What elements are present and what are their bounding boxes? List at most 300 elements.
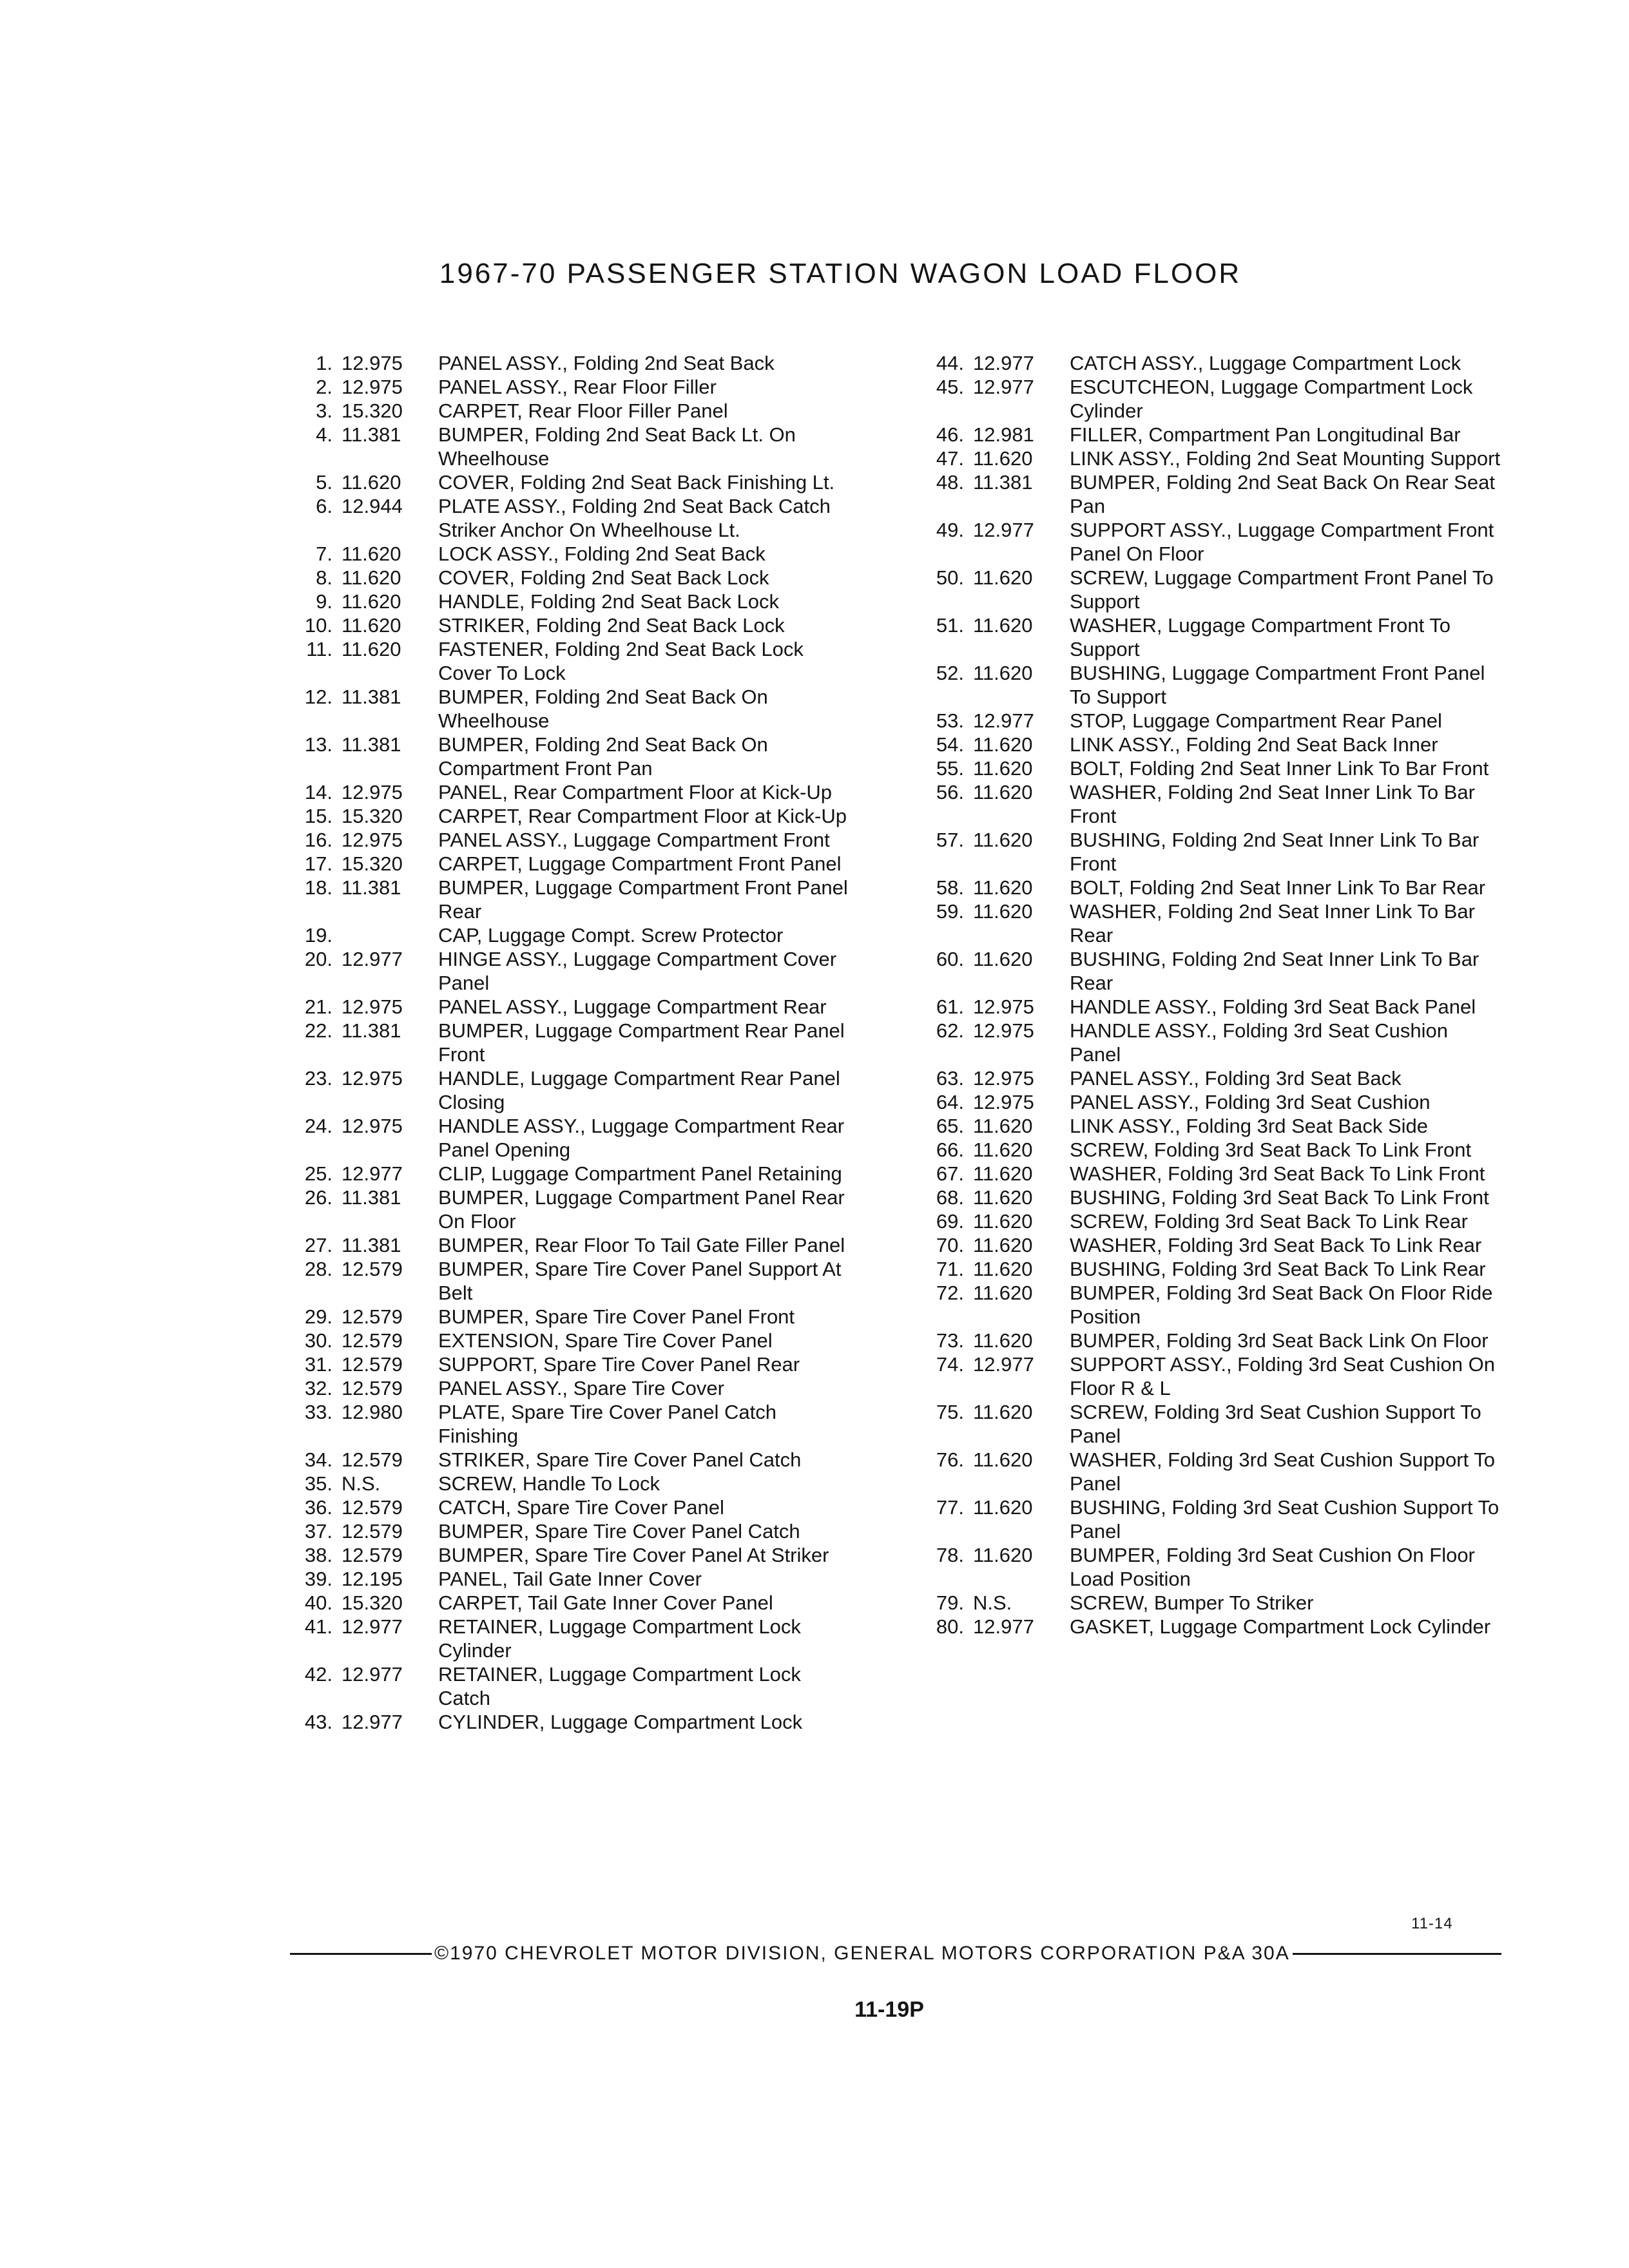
part-description: BOLT, Folding 2nd Seat Inner Link To Bar Rear [1070, 876, 1486, 899]
catalog-group: 12.579 [342, 1496, 403, 1519]
part-description: SUPPORT ASSY., Luggage Compartment Front Panel On Floor [1070, 519, 1494, 565]
item-number: 25. [304, 1162, 333, 1185]
item-number: 3. [316, 399, 333, 422]
catalog-group: 12.977 [973, 1615, 1034, 1638]
part-entry [290, 852, 851, 876]
part-entry [290, 1376, 851, 1400]
part-description: BUMPER, Spare Tire Cover Panel Catch [438, 1520, 800, 1542]
item-number: 46. [936, 423, 964, 446]
part-description: CLIP, Luggage Compartment Panel Retaining [438, 1162, 842, 1185]
part-description: HANDLE ASSY., Folding 3rd Seat Cushion Panel [1070, 1019, 1449, 1066]
part-description: WASHER, Folding 2nd Seat Inner Link To Bar Front [1070, 781, 1475, 827]
part-entry [921, 1615, 1501, 1639]
item-number: 67. [936, 1162, 964, 1185]
part-description: WASHER, Luggage Compartment Front To Support [1070, 614, 1451, 660]
part-description: CATCH, Spare Tire Cover Panel [438, 1496, 724, 1519]
footer-rule-left [290, 1953, 432, 1955]
part-description: ESCUTCHEON, Luggage Compartment Lock Cylinder [1070, 376, 1473, 422]
part-description: STRIKER, Folding 2nd Seat Back Lock [438, 614, 785, 637]
part-entry [290, 351, 851, 375]
part-entry [290, 1233, 851, 1257]
part-entry [921, 518, 1501, 566]
part-entry [290, 1019, 851, 1066]
catalog-group: 11.381 [342, 1186, 401, 1209]
part-entry [921, 1162, 1501, 1186]
page-number: 11-19P [854, 1997, 924, 2022]
item-number: 62. [936, 1019, 964, 1042]
item-number: 54. [936, 733, 964, 756]
item-number: 43. [304, 1711, 333, 1733]
item-number: 74. [936, 1353, 964, 1376]
item-number: 30. [304, 1329, 333, 1352]
part-description: LOCK ASSY., Folding 2nd Seat Back [438, 543, 766, 565]
part-entry [290, 1543, 851, 1567]
catalog-group: 11.381 [342, 876, 401, 899]
catalog-group: 11.620 [973, 1282, 1033, 1304]
catalog-group: 12.977 [973, 376, 1034, 398]
item-number: 21. [304, 995, 333, 1018]
catalog-group: 15.320 [342, 1591, 403, 1614]
item-number: 37. [304, 1520, 333, 1542]
part-entry [290, 828, 851, 852]
item-number: 55. [936, 757, 964, 780]
catalog-group: 12.195 [342, 1568, 403, 1590]
catalog-group: 12.944 [342, 495, 403, 517]
part-entry [290, 1615, 851, 1662]
part-description: BUSHING, Folding 3rd Seat Back To Link Rear [1070, 1258, 1486, 1280]
part-description: BUMPER, Folding 2nd Seat Back On Rear Seat Pan [1070, 471, 1495, 517]
part-entry [290, 613, 851, 637]
catalog-group: 12.977 [342, 1162, 403, 1185]
part-description: CYLINDER, Luggage Compartment Lock [438, 1711, 803, 1733]
item-number: 41. [304, 1615, 333, 1638]
catalog-group: 12.579 [342, 1305, 403, 1328]
footer-copyright: ©1970 CHEVROLET MOTOR DIVISION, GENERAL MOTORS CORPORATION P&A 30A [434, 1943, 1290, 1964]
catalog-group: 15.320 [342, 399, 403, 422]
part-entry [290, 375, 851, 399]
parts-list-left [290, 351, 851, 1734]
part-description: STRIKER, Spare Tire Cover Panel Catch [438, 1448, 802, 1471]
part-description: CARPET, Rear Floor Filler Panel [438, 399, 728, 422]
catalog-group: 11.620 [973, 876, 1033, 899]
part-description: BUMPER, Luggage Compartment Panel Rear On Floor [438, 1186, 845, 1233]
catalog-group: 12.975 [973, 1091, 1034, 1113]
part-description: PANEL, Tail Gate Inner Cover [438, 1568, 702, 1590]
item-number: 33. [304, 1401, 333, 1423]
part-description: PANEL ASSY., Luggage Compartment Front [438, 829, 830, 851]
catalog-group: 11.620 [973, 733, 1033, 756]
part-description: PANEL ASSY., Rear Floor Filler [438, 376, 717, 398]
part-description: BUSHING, Luggage Compartment Front Panel To Support [1070, 662, 1485, 708]
part-description: BUMPER, Spare Tire Cover Panel Support At Belt [438, 1258, 842, 1304]
catalog-group: 12.977 [973, 352, 1034, 374]
part-entry [921, 1019, 1501, 1066]
part-description: BUMPER, Rear Floor To Tail Gate Filler Panel [438, 1234, 845, 1256]
catalog-group: 12.975 [342, 1115, 403, 1137]
catalog-group: 11.620 [973, 1234, 1033, 1256]
catalog-group: 12.977 [973, 519, 1034, 541]
part-description: BUSHING, Folding 2nd Seat Inner Link To Bar Front [1070, 829, 1480, 875]
item-number: 29. [304, 1305, 333, 1328]
item-number: 22. [304, 1019, 333, 1042]
item-number: 20. [304, 948, 333, 970]
part-entry [290, 876, 851, 923]
item-number: 7. [316, 543, 333, 565]
part-description: SCREW, Luggage Compartment Front Panel To Support [1070, 566, 1494, 613]
item-number: 56. [936, 781, 964, 803]
item-number: 14. [304, 781, 333, 803]
catalog-group: 11.620 [973, 1544, 1033, 1566]
item-number: 68. [936, 1186, 964, 1209]
part-description: CARPET, Tail Gate Inner Cover Panel [438, 1591, 773, 1614]
item-number: 34. [304, 1448, 333, 1471]
catalog-group: 11.620 [973, 447, 1033, 470]
item-number: 63. [936, 1067, 964, 1090]
catalog-group: 12.981 [973, 423, 1034, 446]
item-number: 72. [936, 1282, 964, 1304]
part-entry [290, 1066, 851, 1114]
item-number: 16. [304, 829, 333, 851]
part-description: RETAINER, Luggage Compartment Lock Cylinder [438, 1615, 801, 1662]
catalog-group: 11.620 [342, 614, 401, 637]
catalog-group: 12.977 [342, 948, 403, 970]
catalog-group: 11.620 [973, 1115, 1033, 1137]
item-number: 32. [304, 1377, 333, 1399]
catalog-group: 11.620 [973, 1186, 1033, 1209]
item-number: 23. [304, 1067, 333, 1090]
part-entry [921, 1257, 1501, 1281]
item-number: 39. [304, 1568, 333, 1590]
part-description: BUSHING, Folding 3rd Seat Back To Link Front [1070, 1186, 1489, 1209]
item-number: 11. [306, 638, 333, 660]
catalog-group: 11.620 [973, 829, 1033, 851]
part-description: BUMPER, Folding 3rd Seat Cushion On Floor Load Position [1070, 1544, 1475, 1590]
item-number: 52. [936, 662, 964, 684]
catalog-group: 11.620 [973, 781, 1033, 803]
part-entry [921, 470, 1501, 518]
part-description: BOLT, Folding 2nd Seat Inner Link To Bar Front [1070, 757, 1489, 780]
part-description: HANDLE ASSY., Folding 3rd Seat Back Panel [1070, 995, 1476, 1018]
part-entry [921, 375, 1501, 423]
parts-list-right [921, 351, 1501, 1639]
part-entry [921, 1281, 1501, 1329]
item-number: 44. [936, 352, 964, 374]
part-entry [921, 1209, 1501, 1233]
part-description: BUMPER, Luggage Compartment Rear Panel Front [438, 1019, 845, 1066]
catalog-group: 12.579 [342, 1544, 403, 1566]
part-description: BUMPER, Folding 2nd Seat Back On Compartment Front Pan [438, 733, 768, 780]
part-entry [290, 1162, 851, 1186]
part-entry [290, 1186, 851, 1233]
catalog-group: 11.381 [342, 423, 401, 446]
part-description: BUMPER, Folding 3rd Seat Back Link On Floor [1070, 1329, 1489, 1352]
part-entry [290, 423, 851, 470]
catalog-group: 11.620 [973, 1448, 1033, 1471]
item-number: 4. [316, 423, 333, 446]
part-description: PLATE, Spare Tire Cover Panel Catch Finishing [438, 1401, 776, 1447]
part-description: PANEL ASSY., Folding 3rd Seat Back [1070, 1067, 1402, 1090]
part-entry [921, 423, 1501, 447]
catalog-group: 12.975 [973, 1019, 1034, 1042]
item-number: 35. [304, 1472, 333, 1495]
part-entry [921, 709, 1501, 733]
item-number: 59. [936, 900, 964, 923]
catalog-group: 11.620 [973, 1162, 1033, 1185]
part-entry [921, 566, 1501, 613]
item-number: 49. [936, 519, 964, 541]
part-description: HINGE ASSY., Luggage Compartment Cover Panel [438, 948, 837, 994]
part-entry [290, 733, 851, 780]
part-entry [921, 1448, 1501, 1495]
item-number: 1. [316, 352, 333, 374]
item-number: 48. [936, 471, 964, 494]
part-entry [290, 542, 851, 566]
catalog-group: 12.579 [342, 1377, 403, 1399]
part-description: SUPPORT ASSY., Folding 3rd Seat Cushion On Floor R & L [1070, 1353, 1495, 1399]
part-entry [921, 1591, 1501, 1615]
item-number: 78. [936, 1544, 964, 1566]
item-number: 80. [936, 1615, 964, 1638]
item-number: 19. [304, 924, 333, 947]
part-description: PLATE ASSY., Folding 2nd Seat Back Catch Striker Anchor On Wheelhouse Lt. [438, 495, 831, 541]
item-number: 31. [304, 1353, 333, 1376]
catalog-group: 11.381 [342, 1019, 401, 1042]
catalog-group: 11.620 [342, 471, 401, 494]
part-entry [290, 637, 851, 685]
item-number: 75. [936, 1401, 964, 1423]
part-description: HANDLE, Luggage Compartment Rear Panel Closing [438, 1067, 840, 1113]
item-number: 36. [304, 1496, 333, 1519]
part-entry [290, 1495, 851, 1519]
item-number: 77. [936, 1496, 964, 1519]
part-entry [921, 1400, 1501, 1448]
part-entry [290, 1662, 851, 1710]
item-number: 12. [304, 686, 333, 708]
part-description: WASHER, Folding 3rd Seat Cushion Support To Panel [1070, 1448, 1495, 1495]
catalog-group: 11.620 [342, 566, 401, 589]
part-entry [290, 494, 851, 542]
part-entry [921, 1543, 1501, 1591]
part-entry [921, 876, 1501, 899]
item-number: 50. [936, 566, 964, 589]
part-entry [921, 1066, 1501, 1090]
catalog-group: 12.975 [342, 995, 403, 1018]
part-entry [290, 1400, 851, 1448]
item-number: 58. [936, 876, 964, 899]
footer-rule-right [1293, 1953, 1501, 1955]
catalog-group: 12.977 [973, 1353, 1034, 1376]
item-number: 65. [936, 1115, 964, 1137]
part-entry [921, 447, 1501, 470]
catalog-group: 11.381 [973, 471, 1033, 494]
catalog-group: 11.620 [973, 1139, 1033, 1161]
catalog-group: 12.975 [973, 1067, 1034, 1090]
catalog-group: 11.381 [342, 1234, 401, 1256]
part-entry [290, 399, 851, 423]
catalog-group: 12.975 [342, 1067, 403, 1090]
part-entry [921, 828, 1501, 876]
part-entry [921, 899, 1501, 947]
part-description: FILLER, Compartment Pan Longitudinal Bar [1070, 423, 1461, 446]
item-number: 15. [304, 805, 333, 827]
catalog-group: 12.579 [342, 1520, 403, 1542]
part-entry [921, 1090, 1501, 1114]
part-entry [290, 995, 851, 1019]
item-number: 45. [936, 376, 964, 398]
part-description: SUPPORT, Spare Tire Cover Panel Rear [438, 1353, 800, 1376]
part-entry [290, 590, 851, 613]
part-description: SCREW, Bumper To Striker [1070, 1591, 1314, 1614]
part-entry [921, 995, 1501, 1019]
item-number: 42. [304, 1663, 333, 1686]
part-entry [290, 1519, 851, 1543]
part-description: SCREW, Folding 3rd Seat Back To Link Front [1070, 1139, 1472, 1161]
part-description: COVER, Folding 2nd Seat Back Finishing Lt. [438, 471, 835, 494]
part-entry [290, 804, 851, 828]
catalog-group: 11.620 [973, 757, 1033, 780]
part-description: GASKET, Luggage Compartment Lock Cylinder [1070, 1615, 1491, 1638]
item-number: 13. [304, 733, 333, 756]
part-description: BUSHING, Folding 2nd Seat Inner Link To Bar Rear [1070, 948, 1480, 994]
part-entry [290, 566, 851, 590]
catalog-group: 15.320 [342, 852, 403, 875]
item-number: 2. [316, 376, 333, 398]
part-description: HANDLE ASSY., Luggage Compartment Rear Panel Opening [438, 1115, 845, 1161]
catalog-group: 11.620 [973, 1210, 1033, 1233]
catalog-group: N.S. [973, 1591, 1012, 1614]
part-entry [290, 1257, 851, 1305]
part-entry [921, 661, 1501, 709]
part-description: RETAINER, Luggage Compartment Lock Catch [438, 1663, 801, 1709]
catalog-group: 11.381 [342, 686, 401, 708]
part-description: CAP, Luggage Compt. Screw Protector [438, 924, 784, 947]
item-number: 60. [936, 948, 964, 970]
part-entry [290, 1472, 851, 1495]
item-number: 10. [304, 614, 333, 637]
page-id: 11-14 [1411, 1915, 1453, 1932]
part-description: SCREW, Folding 3rd Seat Back To Link Rear [1070, 1210, 1468, 1233]
part-entry [921, 733, 1501, 756]
part-description: BUMPER, Spare Tire Cover Panel Front [438, 1305, 795, 1328]
part-entry [290, 1352, 851, 1376]
catalog-group: 11.620 [342, 590, 401, 613]
catalog-group: 11.620 [973, 566, 1033, 589]
catalog-group: 11.620 [973, 948, 1033, 970]
part-entry [921, 1329, 1501, 1352]
part-entry [921, 613, 1501, 661]
part-description: LINK ASSY., Folding 2nd Seat Mounting Support [1070, 447, 1501, 470]
catalog-group: 12.579 [342, 1329, 403, 1352]
part-description: BUSHING, Folding 3rd Seat Cushion Support To Panel [1070, 1496, 1499, 1542]
item-number: 38. [304, 1544, 333, 1566]
catalog-group: 11.620 [342, 638, 401, 660]
part-entry [290, 470, 851, 494]
catalog-group: 11.620 [973, 662, 1033, 684]
part-entry [921, 351, 1501, 375]
part-entry [290, 685, 851, 733]
item-number: 5. [316, 471, 333, 494]
item-number: 28. [304, 1258, 333, 1280]
part-description: BUMPER, Folding 2nd Seat Back On Wheelhouse [438, 686, 768, 732]
part-entry [290, 780, 851, 804]
catalog-group: N.S. [342, 1472, 381, 1495]
item-number: 76. [936, 1448, 964, 1471]
item-number: 18. [304, 876, 333, 899]
part-entry [921, 780, 1501, 828]
part-description: STOP, Luggage Compartment Rear Panel [1070, 709, 1442, 732]
part-entry [290, 1305, 851, 1329]
catalog-group: 12.975 [973, 995, 1034, 1018]
item-number: 9. [316, 590, 333, 613]
item-number: 27. [304, 1234, 333, 1256]
part-entry [290, 1710, 851, 1734]
part-description: LINK ASSY., Folding 3rd Seat Back Side [1070, 1115, 1429, 1137]
part-description: PANEL ASSY., Folding 3rd Seat Cushion [1070, 1091, 1431, 1113]
part-entry [921, 1352, 1501, 1400]
footer [290, 1943, 1501, 1965]
part-description: HANDLE, Folding 2nd Seat Back Lock [438, 590, 779, 613]
part-description: WASHER, Folding 3rd Seat Back To Link Front [1070, 1162, 1485, 1185]
item-number: 79. [936, 1591, 964, 1614]
part-entry [921, 1186, 1501, 1209]
part-description: PANEL ASSY., Luggage Compartment Rear [438, 995, 827, 1018]
part-description: EXTENSION, Spare Tire Cover Panel [438, 1329, 773, 1352]
catalog-group: 12.977 [342, 1615, 403, 1638]
item-number: 66. [936, 1139, 964, 1161]
part-entry [290, 1448, 851, 1472]
item-number: 57. [936, 829, 964, 851]
part-description: WASHER, Folding 3rd Seat Back To Link Rear [1070, 1234, 1482, 1256]
part-entry [290, 947, 851, 995]
part-entry [921, 1233, 1501, 1257]
catalog-group: 11.620 [973, 1401, 1033, 1423]
part-description: CARPET, Luggage Compartment Front Panel [438, 852, 842, 875]
part-description: WASHER, Folding 2nd Seat Inner Link To Bar Rear [1070, 900, 1475, 947]
item-number: 8. [316, 566, 333, 589]
catalog-group: 12.975 [342, 781, 403, 803]
part-entry [921, 1138, 1501, 1162]
part-description: PANEL, Rear Compartment Floor at Kick-Up [438, 781, 833, 803]
catalog-group: 12.579 [342, 1448, 403, 1471]
catalog-group: 12.977 [342, 1711, 403, 1733]
catalog-group: 12.975 [342, 352, 403, 374]
item-number: 26. [304, 1186, 333, 1209]
catalog-group: 12.977 [973, 709, 1034, 732]
part-entry [290, 1591, 851, 1615]
catalog-group: 11.620 [973, 1496, 1033, 1519]
part-entry [290, 1114, 851, 1162]
part-description: SCREW, Handle To Lock [438, 1472, 660, 1495]
item-number: 40. [304, 1591, 333, 1614]
item-number: 70. [936, 1234, 964, 1256]
item-number: 6. [316, 495, 333, 517]
catalog-group: 12.977 [342, 1663, 403, 1686]
part-description: FASTENER, Folding 2nd Seat Back Lock Cover To Lock [438, 638, 804, 684]
catalog-group: 11.381 [342, 733, 401, 756]
catalog-group [342, 923, 438, 947]
part-entry [921, 756, 1501, 780]
catalog-group: 11.620 [973, 900, 1033, 923]
item-number: 69. [936, 1210, 964, 1233]
part-description: CARPET, Rear Compartment Floor at Kick-Up [438, 805, 847, 827]
catalog-group: 11.620 [973, 1329, 1033, 1352]
item-number: 53. [936, 709, 964, 732]
item-number: 64. [936, 1091, 964, 1113]
part-description: CATCH ASSY., Luggage Compartment Lock [1070, 352, 1461, 374]
catalog-group: 12.579 [342, 1258, 403, 1280]
catalog-group: 11.620 [973, 614, 1033, 637]
item-number: 51. [936, 614, 964, 637]
